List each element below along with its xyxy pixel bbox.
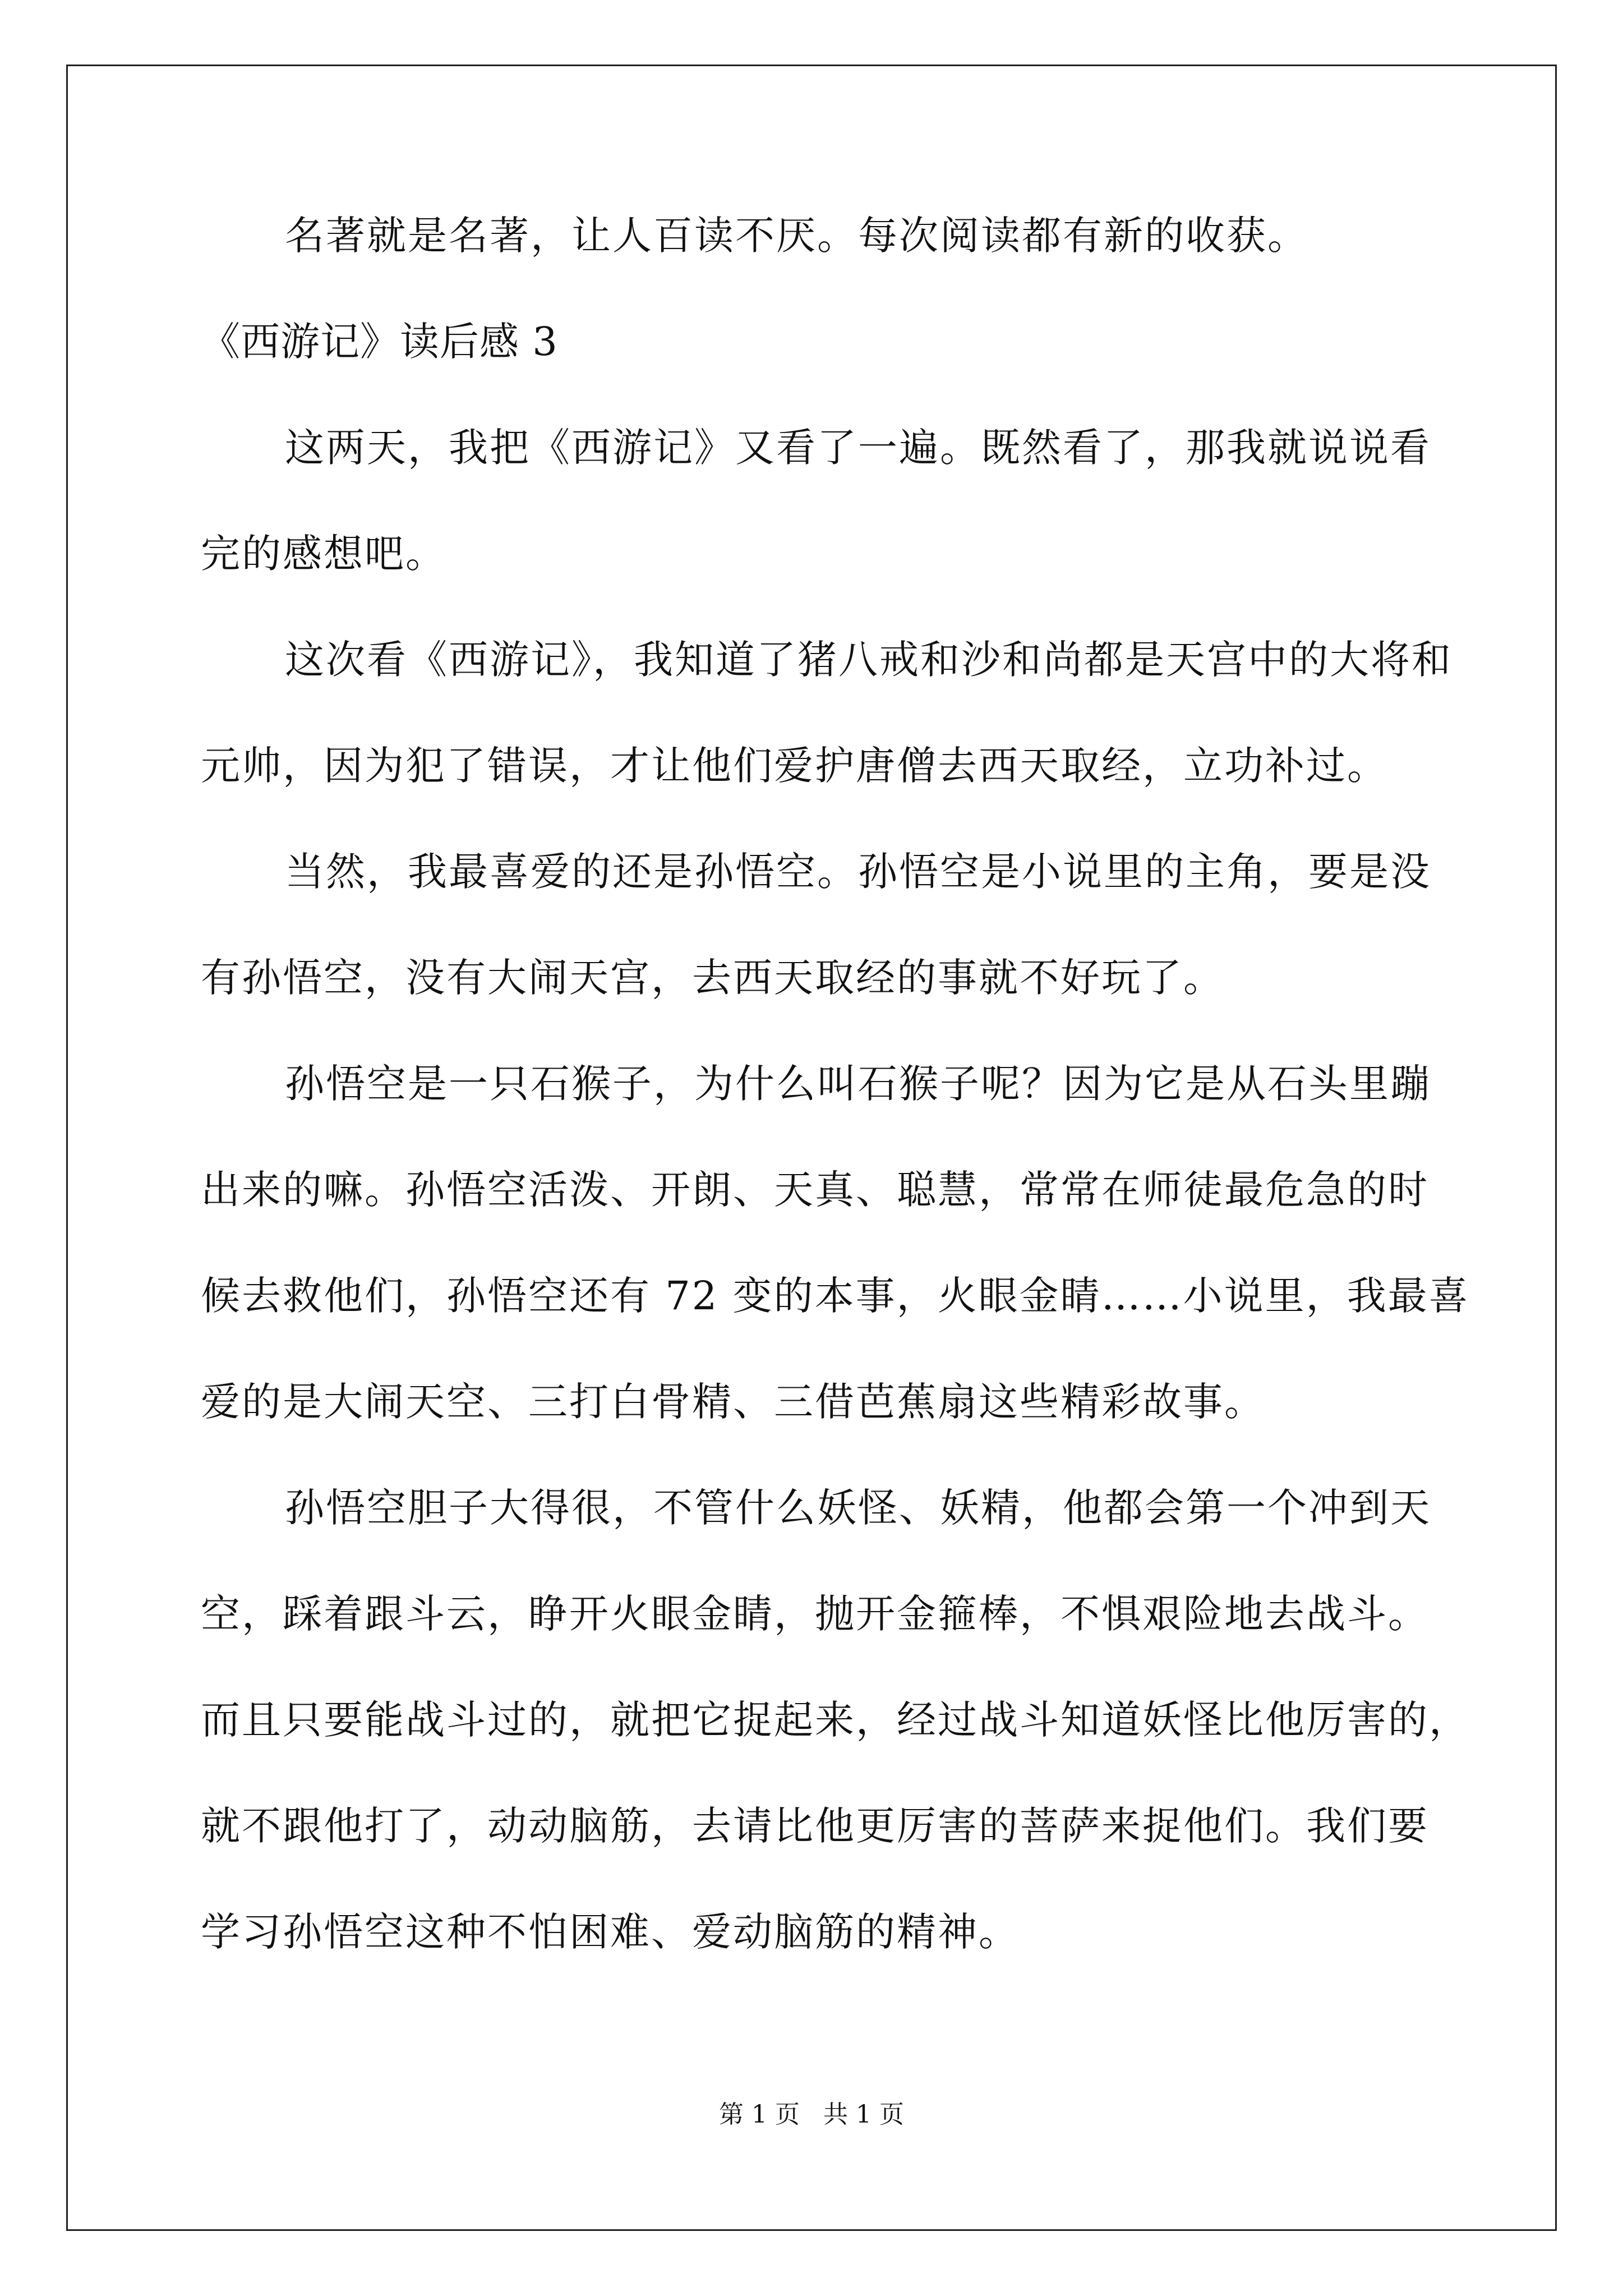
- paragraph-line: 孙悟空是一只石猴子，为什么叫石猴子呢？因为它是从石头里蹦: [285, 1061, 1431, 1107]
- document-body: [201, 208, 1470, 2010]
- paragraph-line: 出来的嘛。孙悟空活泼、开朗、天真、聪慧，常常在师徒最危急的时: [201, 1167, 1429, 1213]
- paragraph-line: 完的感想吧。: [201, 531, 446, 577]
- paragraph-line: 空，踩着跟斗云，睁开火眼金睛，抛开金箍棒，不惧艰险地去战斗。: [201, 1591, 1429, 1637]
- paragraph-line: 当然，我最喜爱的还是孙悟空。孙悟空是小说里的主角，要是没: [285, 849, 1431, 895]
- paragraph-line: 爱的是大闹天空、三打白骨精、三借芭蕉扇这些精彩故事。: [201, 1379, 1265, 1425]
- paragraph-line: 有孙悟空，没有大闹天宫，去西天取经的事就不好玩了。: [201, 955, 1224, 1001]
- paragraph-line: 就不跟他打了，动动脑筋，去请比他更厉害的菩萨来捉他们。我们要: [201, 1803, 1429, 1849]
- paragraph-line: 孙悟空胆子大得很，不管什么妖怪、妖精，他都会第一个冲到天: [285, 1485, 1431, 1531]
- paragraph-line: 学习孙悟空这种不怕困难、爱动脑筋的精神。: [201, 1909, 1020, 1955]
- paragraph-line: 这次看《西游记》，我知道了猪八戒和沙和尚都是天宫中的大将和: [285, 637, 1453, 683]
- paragraph-line: 而且只要能战斗过的，就把它捉起来，经过战斗知道妖怪比他厉害的，: [201, 1697, 1470, 1743]
- section-heading: 《西游记》读后感 3: [201, 319, 558, 365]
- page-footer: 第 1 页 共 1 页: [719, 2100, 904, 2129]
- paragraph-line: 元帅，因为犯了错误，才让他们爱护唐僧去西天取经，立功补过。: [201, 743, 1388, 789]
- paragraph-line: 候去救他们，孙悟空还有 72 变的本事，火眼金睛……小说里，我最喜: [201, 1273, 1470, 1319]
- paragraph-line: 名著就是名著，让人百读不厌。每次阅读都有新的收获。: [285, 213, 1308, 259]
- paragraph-line: 这两天，我把《西游记》又看了一遍。既然看了，那我就说说看: [285, 425, 1431, 471]
